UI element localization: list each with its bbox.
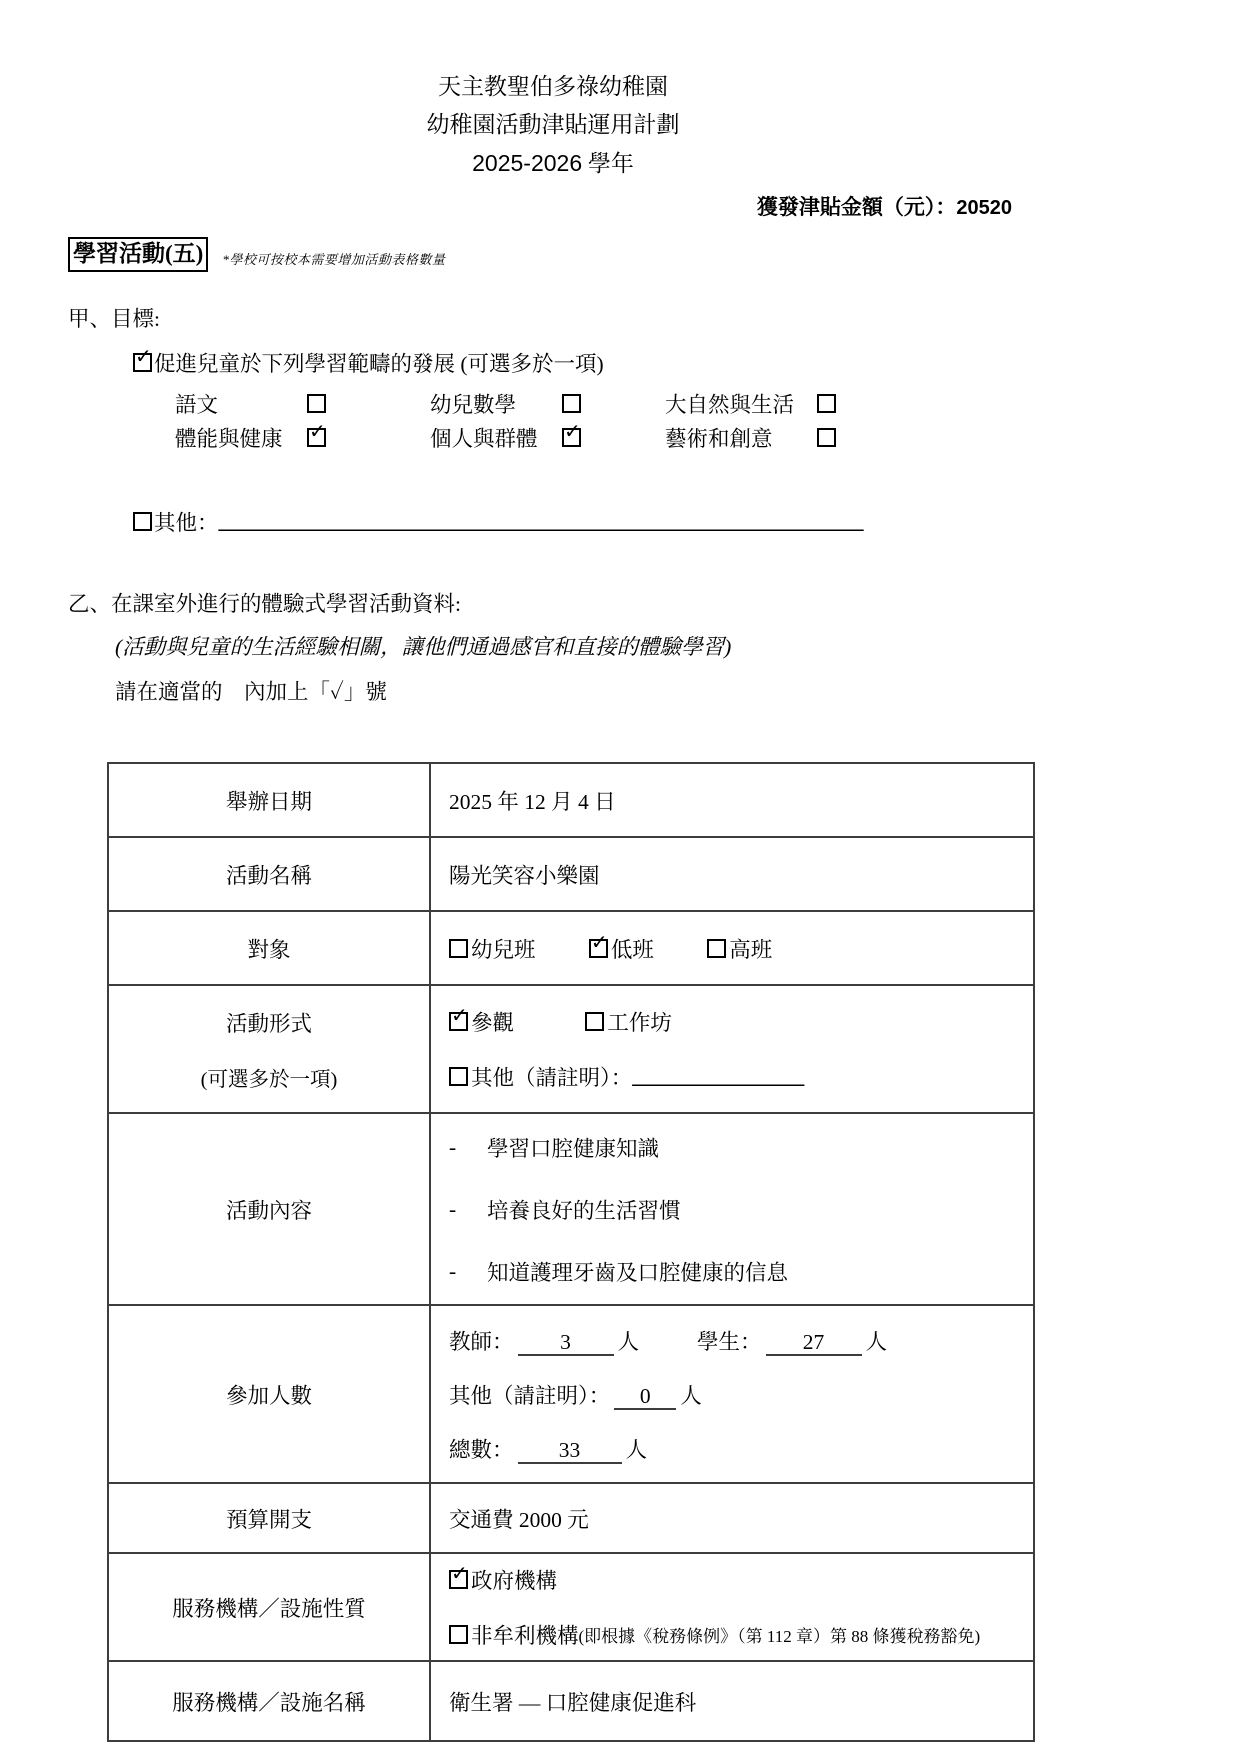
area-item-language xyxy=(175,388,430,419)
activity-note: *學校可按校本需要增加活動表格數量 xyxy=(222,252,446,267)
other-count-field[interactable]: 0 xyxy=(614,1384,676,1410)
check-mark: ✓ xyxy=(590,929,608,954)
audience-option-nursery xyxy=(449,933,536,964)
format-value xyxy=(430,985,1034,1113)
participants-line-3 xyxy=(449,1433,1019,1464)
area-item-art-creativity xyxy=(665,422,836,453)
format-option-workshop xyxy=(585,1006,672,1037)
school-year-suffix: 學年 xyxy=(582,151,634,176)
checkbox-language[interactable] xyxy=(307,394,326,413)
total-count-field[interactable]: 33 xyxy=(518,1438,622,1464)
checkbox-upper-class[interactable] xyxy=(707,939,726,958)
activity-name-value: 陽光笑容小樂園 xyxy=(430,837,1034,911)
format-option-visit xyxy=(449,1003,515,1037)
school-name: 天主教聖伯多祿幼稚園 xyxy=(438,74,668,99)
check-mark: ✓ xyxy=(135,344,152,368)
option-label: 低班 xyxy=(610,937,654,962)
school-year xyxy=(68,144,1038,183)
document-header xyxy=(68,0,1038,183)
date-value: 2025 年 12 月 4 日 xyxy=(430,763,1034,837)
total-label: 總數： xyxy=(449,1437,514,1462)
table-row-participants xyxy=(108,1305,1034,1483)
others-label: 其他（請註明）： xyxy=(449,1383,611,1408)
participants-value xyxy=(430,1305,1034,1483)
content-item xyxy=(449,1194,1019,1225)
participants-label: 參加人數 xyxy=(108,1305,430,1483)
development-line xyxy=(133,344,1038,378)
option-label: 工作坊 xyxy=(607,1011,672,1035)
others-unit: 人 xyxy=(680,1383,702,1408)
check-mark: ✓ xyxy=(451,1561,468,1585)
total-unit: 人 xyxy=(625,1437,648,1462)
audience-option-lower xyxy=(589,929,654,964)
learning-areas-grid xyxy=(175,386,1038,454)
activity-heading-row xyxy=(68,237,1038,272)
format-label-line2: (可選多於一項) xyxy=(200,1068,338,1091)
option-label: 高班 xyxy=(729,937,773,962)
area-item-personal-group xyxy=(430,418,665,453)
org-option-government xyxy=(449,1561,558,1595)
teacher-count-field[interactable]: 3 xyxy=(518,1330,614,1356)
audience-option-upper xyxy=(707,933,772,964)
table-row-format xyxy=(108,985,1034,1113)
checkbox-workshop[interactable] xyxy=(585,1012,604,1031)
org-nature-line-nonprofit xyxy=(449,1619,1019,1650)
org-name-label: 服務機構／設施名稱 xyxy=(108,1661,430,1741)
other-objective-label: 其他： xyxy=(154,511,219,535)
content-label: 活動內容 xyxy=(108,1113,430,1305)
area-item-early-math xyxy=(430,388,665,419)
org-nature-value xyxy=(430,1553,1034,1661)
content-item-text: 學習口腔健康知識 xyxy=(487,1136,660,1161)
table-row-activity-name xyxy=(108,837,1034,911)
teachers-unit: 人 xyxy=(617,1329,640,1354)
table-row-date xyxy=(108,763,1034,837)
nonprofit-note: (即根據《稅務條例》（第 112 章）第 88 條獲稅務豁免) xyxy=(578,1627,981,1646)
date-label: 舉辦日期 xyxy=(108,763,430,837)
audience-value xyxy=(430,911,1034,985)
student-count-field[interactable]: 27 xyxy=(766,1330,862,1356)
table-row-audience xyxy=(108,911,1034,985)
format-other-line xyxy=(449,1061,1019,1092)
checkbox-physical-health[interactable] xyxy=(307,418,326,447)
part-a-heading: 甲、目標: xyxy=(68,307,160,331)
other-objective-line xyxy=(133,506,1038,537)
learning-areas-row-1 xyxy=(175,386,1038,420)
table-row-content xyxy=(108,1113,1034,1305)
option-label: 參觀 xyxy=(471,1011,515,1035)
org-option-nonprofit xyxy=(449,1619,980,1650)
checkbox-format-other[interactable] xyxy=(449,1067,468,1086)
students-unit: 人 xyxy=(865,1329,888,1354)
option-label: 其他（請註明）： xyxy=(471,1066,633,1090)
checkbox-art-creativity[interactable] xyxy=(817,428,836,447)
format-other-blank[interactable]: ________________ xyxy=(632,1064,805,1088)
area-item-nature-life xyxy=(665,388,836,419)
checkbox-personal-group[interactable] xyxy=(562,418,581,447)
part-b-note: (活動與兒童的生活經驗相關，讓他們通過感官和直接的體驗學習) xyxy=(115,635,732,659)
content-item xyxy=(449,1256,1019,1287)
option-label: 幼兒班 xyxy=(471,937,536,962)
area-label: 語文 xyxy=(175,392,219,417)
checkbox-other-objective[interactable] xyxy=(133,512,152,531)
subsidy-amount: 20520 xyxy=(956,197,1012,219)
table-row-budget xyxy=(108,1483,1034,1553)
org-name-value: 衛生署 — 口腔健康促進科 xyxy=(430,1661,1034,1741)
checkbox-visit[interactable] xyxy=(449,1003,468,1031)
format-option-other xyxy=(449,1061,804,1092)
development-label: 促進兒童於下列學習範疇的發展 (可選多於一項) xyxy=(154,352,604,376)
checkbox-development[interactable] xyxy=(133,344,152,372)
activity-name-label: 活動名稱 xyxy=(108,837,430,911)
org-nature-label: 服務機構／設施性質 xyxy=(108,1553,430,1661)
part-b-instruction: 請在適當的 內加上「✓」號 xyxy=(115,680,387,704)
learning-areas-row-2 xyxy=(175,420,1038,454)
table-row-org-nature xyxy=(108,1553,1034,1661)
option-label: 政府機構 xyxy=(471,1569,558,1593)
bullet-dash: - xyxy=(449,1134,457,1159)
checkbox-early-math[interactable] xyxy=(562,394,581,413)
format-label xyxy=(108,985,430,1113)
activity-details-table xyxy=(107,762,1035,1742)
org-nature-line-government xyxy=(449,1561,1019,1595)
checkbox-government-org[interactable] xyxy=(449,1561,468,1589)
area-label: 藝術和創意 xyxy=(665,426,773,451)
part-b-heading: 乙、在課室外進行的體驗式學習活動資料: xyxy=(68,592,461,616)
school-year-number: 2025-2026 xyxy=(472,150,583,176)
area-item-physical-health xyxy=(175,418,430,453)
checkbox-nonprofit-org[interactable] xyxy=(449,1625,468,1644)
format-label-line1: 活動形式 xyxy=(225,1011,312,1036)
content-item xyxy=(449,1132,1019,1163)
content-item-text: 知道護理牙齒及口腔健康的信息 xyxy=(487,1260,789,1285)
area-label: 體能與健康 xyxy=(175,426,283,451)
checkbox-nursery-class[interactable] xyxy=(449,939,468,958)
audience-label: 對象 xyxy=(108,911,430,985)
subsidy-label: 獲發津貼金額（元）： xyxy=(756,195,957,219)
area-label: 個人與群體 xyxy=(430,426,538,451)
content-value xyxy=(430,1113,1034,1305)
area-label: 大自然與生活 xyxy=(665,392,795,417)
other-objective-blank[interactable]: ____________________________________________________________ xyxy=(218,509,864,533)
option-label: 非牟利機構 xyxy=(471,1624,579,1648)
check-mark: ✓ xyxy=(564,418,581,443)
participants-line-2 xyxy=(449,1379,1019,1410)
area-label: 幼兒數學 xyxy=(430,392,517,417)
bullet-dash: - xyxy=(449,1196,457,1221)
subsidy-amount-line xyxy=(68,191,1038,221)
budget-label: 預算開支 xyxy=(108,1483,430,1553)
table-row-org-name xyxy=(108,1661,1034,1741)
teachers-label: 教師： xyxy=(449,1329,514,1354)
check-mark: ✓ xyxy=(451,1003,468,1027)
bullet-dash: - xyxy=(449,1258,457,1283)
participants-line-1 xyxy=(449,1325,1019,1356)
plan-title: 幼稚園活動津貼運用計劃 xyxy=(426,112,680,137)
check-mark: ✓ xyxy=(309,418,326,443)
budget-value: 交通費 2000 元 xyxy=(430,1483,1034,1553)
checkbox-lower-class[interactable] xyxy=(589,929,608,958)
activity-heading: 學習活動(五) xyxy=(68,237,208,272)
checkbox-nature-life[interactable] xyxy=(817,394,836,413)
students-label: 學生： xyxy=(697,1329,762,1354)
content-item-text: 培養良好的生活習慣 xyxy=(487,1198,681,1223)
format-options-line xyxy=(449,1003,1019,1037)
